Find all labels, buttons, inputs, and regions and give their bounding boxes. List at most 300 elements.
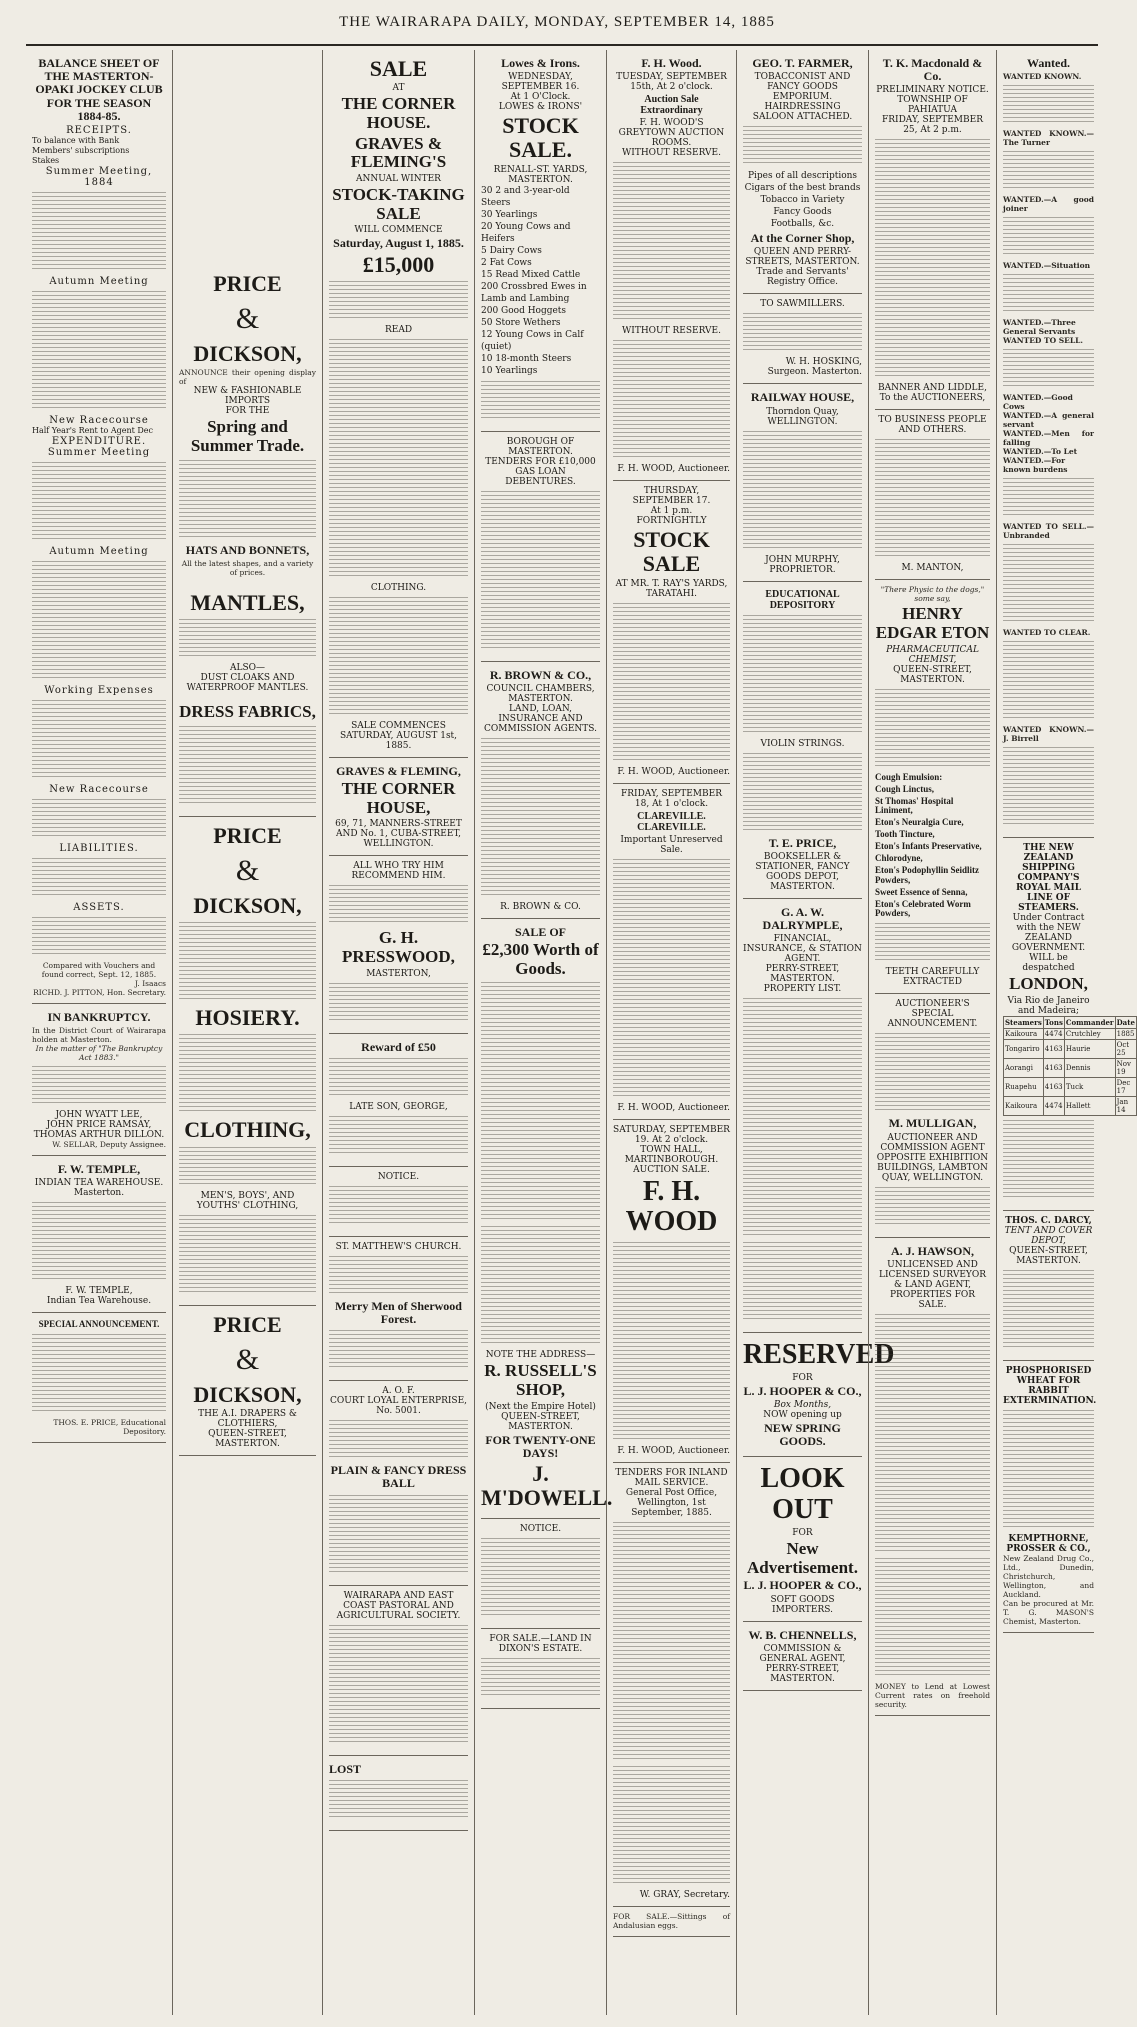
auction-heading: Auction Sale Extraordinary: [640, 94, 703, 117]
bankruptcy-ad: [32, 1004, 166, 1156]
lot-item: 10 18-month Steers: [481, 353, 572, 364]
final-sub: THE A.I. DRAPERS & CLOTHIERS,: [198, 1408, 297, 1429]
read-text: READ: [384, 324, 413, 335]
text-block: [32, 1202, 166, 1282]
for-text: FOR THE: [225, 406, 270, 417]
expend-subhead: Working Expenses: [44, 684, 154, 696]
expend-subhead: Autumn Meeting: [49, 545, 149, 557]
lowes-heading: Lowes & Irons.: [501, 56, 580, 70]
wanted-item: WANTED TO SELL.—Unbranded: [1003, 522, 1094, 541]
table-cell: Hallett: [1064, 1096, 1115, 1115]
text-block: [743, 1242, 862, 1322]
text-block: [481, 738, 600, 898]
murphy-sign: JOHN MURPHY, PROPRIETOR.: [765, 554, 840, 575]
temple-sub: INDIAN TEA WAREHOUSE.: [34, 1178, 164, 1189]
text-block: [329, 1780, 468, 1820]
will-text: WILL be despatched: [1022, 953, 1075, 974]
dickson-heading: DICKSON,: [193, 893, 302, 918]
auction2-text: AUCTION SALE.: [633, 1164, 710, 1175]
text-block: [329, 1186, 468, 1226]
remedy-item: Chlorodyne,: [875, 852, 923, 863]
special-heading: SPECIAL ANNOUNCEMENT.: [38, 1319, 160, 1330]
tent-place: QUEEN-STREET, MASTERTON.: [1009, 1245, 1088, 1266]
date-text: FRIDAY, SEPTEMBER 25, At 2 p.m.: [882, 115, 983, 136]
table-row: [1004, 1058, 1137, 1077]
thurs-text: THURSDAY, SEPTEMBER 17.: [632, 486, 711, 507]
bankrupt-name: JOHN PRICE RAMSAY,: [46, 1120, 152, 1131]
bankruptcy-signed: W. SELLAR, Deputy Assignee.: [52, 1140, 166, 1150]
prelim-text: PRELIMINARY NOTICE.: [876, 85, 989, 96]
mulligan-heading: M. MULLIGAN,: [888, 1116, 977, 1131]
table-cell: Haurie: [1064, 1039, 1115, 1058]
expend-subhead: New Racecourse: [49, 783, 149, 795]
gray-sign: W. GRAY, Secretary.: [639, 1890, 730, 1901]
corner-heading: THE CORNER HOUSE.: [341, 94, 456, 132]
perry-text: PERRY-STREET, MASTERTON.: [765, 964, 840, 985]
notice-heading: NOTICE.: [519, 1524, 562, 1535]
dalrymple-ad: [743, 899, 862, 1333]
shipping-heading: THE NEW ZEALAND SHIPPING COMPANY'S ROYAL MAIL LINE OF STEAMERS.: [1015, 843, 1082, 914]
auctioneer-heading: AUCTIONEER'S SPECIAL ANNOUNCEMENT.: [887, 999, 978, 1030]
via-text: Via Rio de Janeiro and Madeira;: [1007, 995, 1090, 1016]
dickson-heading: DICKSON,: [193, 1381, 302, 1407]
clothing-text: CLOTHING.: [370, 582, 427, 593]
farmer-ad: [743, 50, 862, 294]
expend-subhead: Summer Meeting: [47, 446, 151, 458]
text-block: [32, 291, 166, 411]
mdowell-heading: J. M'DOWELL.: [481, 1461, 613, 1511]
eton-ad: [875, 580, 990, 994]
text-block: [179, 460, 316, 540]
hawson-ad: [875, 1238, 990, 1716]
martinborough-ad: [613, 1120, 730, 1464]
hats-sub: All the latest shapes, and a variety of prices.: [181, 558, 314, 577]
stock-place: RENALL-ST. YARDS, MASTERTON.: [493, 164, 588, 185]
lowes-irons-ad: [481, 50, 600, 432]
corner-place: QUEEN AND PERRY-STREETS, MASTERTON.: [745, 247, 860, 268]
table-cell: 4163: [1043, 1077, 1064, 1096]
now-text: NOW opening up: [763, 1410, 842, 1421]
teeth-text: TEETH CAREFULLY EXTRACTED: [885, 967, 980, 988]
remedy-item: Eton's Infants Preservative,: [875, 841, 982, 852]
mdowell-notice-ad: [481, 1519, 600, 1629]
temple-foot: Indian Tea Warehouse.: [46, 1296, 152, 1307]
edgar-heading: HENRY EDGAR ETON: [875, 604, 990, 643]
text-block: [613, 1242, 730, 1442]
address2-text: 69, 71, MANNERS-STREET AND No. 1, CUBA-STREET, WELLINGTON.: [335, 819, 462, 850]
price-dickson-ad-2: [179, 817, 316, 1306]
text-block: [329, 885, 468, 925]
lot-item: 50 Store Wethers: [481, 317, 561, 328]
table-row: [1004, 1028, 1137, 1039]
hooper-heading: L. J. HOOPER & CO.,: [743, 1383, 862, 1398]
temple-ad: [32, 1156, 166, 1313]
table-row: [1004, 1096, 1137, 1115]
kemp-sub: New Zealand Drug Co., Ltd., Dunedin, Christchurch, Wellington, and Auckland.: [1003, 1553, 1094, 1599]
yards-text: AT MR. T. RAY'S YARDS, TARATAHI.: [615, 578, 728, 599]
corner-heading: At the Corner Shop,: [750, 231, 855, 246]
text-block: [875, 1314, 990, 1554]
tenders-heading: TENDERS FOR £10,000 GAS LOAN DEBENTURES.: [485, 456, 596, 487]
table-header: Tons: [1044, 1017, 1063, 1027]
darcy-ad: [1003, 1211, 1094, 1361]
column-8: [996, 50, 1135, 2015]
temple-sign: F. W. TEMPLE,: [65, 1286, 133, 1297]
table-cell: 4474: [1043, 1096, 1064, 1115]
wanted-item: WANTED.—Three General Servants: [1003, 318, 1076, 337]
text-block: [613, 603, 730, 763]
chennells-ad: [743, 1622, 862, 1691]
text-block: [743, 998, 862, 1238]
queen-text: QUEEN-STREET, MASTERTON.: [501, 1411, 580, 1432]
text-block: [179, 922, 316, 1002]
final-place: QUEEN-STREET, MASTERTON.: [208, 1428, 287, 1449]
text-block: [481, 1226, 600, 1346]
presswood-ad: [329, 856, 468, 1033]
text-block: [875, 1187, 990, 1227]
tk-macdonald-ad: [875, 50, 990, 410]
shipping-ad: [1003, 838, 1135, 1211]
presswood-heading: G. H. PRESSWOOD,: [342, 928, 455, 966]
sign-text: F. H. WOOD, Auctioneer.: [617, 464, 730, 475]
show-heading: WAIRARAPA AND EAST COAST PASTORAL AND AGRICULTURAL SOCIETY.: [336, 1590, 461, 1621]
text-block: [875, 689, 990, 769]
text-block: [1003, 349, 1094, 389]
russell-heading: R. RUSSELL'S SHOP,: [484, 1361, 597, 1399]
manton-sign: M. MANTON,: [901, 563, 964, 574]
firm2-heading: GRAVES & FLEMING,: [336, 763, 461, 778]
recommend-text: ALL WHO TRY HIM RECOMMEND HIM.: [351, 861, 446, 882]
column-2: [172, 50, 322, 2015]
column-4: [474, 50, 613, 2015]
text-block: [32, 1066, 166, 1106]
temple-place: Masterton.: [73, 1188, 125, 1199]
column-1: [26, 50, 172, 2015]
bankrupt-name: JOHN WYATT LEE,: [55, 1110, 143, 1121]
stocktaking-heading: STOCK-TAKING SALE: [332, 184, 465, 223]
sawmill-ad: [743, 294, 862, 384]
remedy-item: Cough Linctus,: [875, 783, 935, 794]
balance-sheet-ad: [32, 50, 166, 1004]
manton-ad: [875, 410, 990, 580]
text-block: [179, 619, 316, 659]
show-ad: [329, 1586, 468, 1756]
lot-item: 200 Crossbred Ewes in Lamb and Lambing: [481, 281, 587, 304]
sign-text: F. H. WOOD, Auctioneer.: [617, 1102, 730, 1113]
column-5: [606, 50, 736, 2015]
aof-ad: [329, 1381, 468, 1585]
text-block: [329, 1330, 468, 1370]
text-block: [32, 561, 166, 681]
commence-text: WILL COMMENCE: [354, 225, 443, 236]
dalrymple-heading: G. A. W. DALRYMPLE,: [762, 904, 843, 932]
clothing-heading: CLOTHING,: [184, 1117, 311, 1143]
table-cell: 1885: [1116, 1029, 1135, 1038]
spring-heading: Spring and Summer Trade.: [190, 417, 305, 456]
graves-fleming-ad: [329, 50, 468, 758]
bankrupt-name: THOMAS ARTHUR DILLON.: [33, 1130, 165, 1141]
clareville-heading: CLAREVILLE. CLAREVILLE.: [637, 810, 706, 833]
wanted-item: WANTED.—For known burdens: [1003, 456, 1068, 475]
table-cell: Aorangi: [1004, 1058, 1044, 1077]
text-block: [613, 162, 730, 322]
bankruptcy-court: In the District Court of Wairarapa holden at Masterton.: [32, 1026, 166, 1045]
graves-fleming-ad-2: [329, 758, 468, 857]
price-dickson-ad-3: [179, 1306, 316, 1456]
remedy-item: Eton's Podophyllin Seidlitz Powders,: [875, 864, 980, 885]
money-text: MONEY to Lend at Lowest Current rates on freehold security.: [875, 1681, 990, 1709]
column-6: [736, 50, 895, 2015]
signer: J. Isaacs: [135, 978, 166, 988]
text-block: [1003, 217, 1094, 257]
hats-heading: HATS AND BONNETS,: [185, 542, 310, 557]
text-block: [1003, 1410, 1094, 1530]
church-ad: [329, 1237, 468, 1381]
receipt-line: Half Year's Rent to Agent Dec: [32, 425, 153, 435]
text-block: [32, 192, 166, 272]
text-block: [613, 859, 730, 1099]
sale-goods-ad: [481, 919, 613, 1520]
land-text: LAND, LOAN, INSURANCE AND COMMISSION AGENTS.: [484, 703, 597, 734]
violin-heading: VIOLIN STRINGS.: [760, 738, 845, 749]
railway-heading: RAILWAY HOUSE,: [750, 390, 855, 405]
signer: RICHD. J. PITTON, Hon. Secretary.: [33, 987, 166, 997]
hosking-sign: W. H. HOSKING, Surgeon. Masterton.: [767, 357, 862, 378]
item-line: Footballs, &c.: [770, 219, 835, 230]
at1-text: At 1 p.m.: [650, 506, 693, 517]
text-block: [329, 1116, 468, 1156]
for-text: FOR: [792, 1372, 813, 1383]
text-block: [32, 917, 166, 957]
rbrown-sign: R. BROWN & CO.: [500, 901, 581, 912]
reserved-heading: RESERVED: [743, 1339, 895, 1371]
sat-text: SATURDAY, SEPTEMBER 19. At 2 o'clock.: [613, 1124, 730, 1145]
clareville-ad: [613, 784, 730, 1120]
price-heading: T. E. PRICE,: [768, 835, 837, 850]
text-block: [613, 340, 730, 460]
table-cell: Tuck: [1064, 1077, 1115, 1096]
wanted-item: WANTED.—Situation: [1003, 261, 1091, 271]
chennells-sub: COMMISSION & GENERAL AGENT,: [759, 1643, 846, 1664]
sign-text: F. H. WOOD, Auctioneer.: [617, 1446, 730, 1457]
text-block: [1003, 151, 1094, 191]
railway-sub: Thorndon Quay, WELLINGTON.: [766, 406, 839, 427]
fortnightly-ad: [613, 481, 730, 783]
table-row: [1004, 1077, 1137, 1096]
without-text: WITHOUT RESERVE.: [622, 148, 721, 159]
reward-heading: Reward of £50: [361, 1039, 436, 1054]
text-block: [1003, 1270, 1094, 1350]
text-block: [329, 339, 468, 579]
wanted-heading: Wanted.: [1026, 56, 1070, 70]
eggs-ad: [613, 1907, 730, 1937]
text-block: [32, 858, 166, 898]
lot-item: 2 Fat Cows: [481, 257, 532, 268]
bankruptcy-heading: IN BANKRUPTCY.: [47, 1009, 151, 1024]
notice-heading: NOTICE.: [377, 1171, 420, 1182]
table-header: Steamers: [1005, 1017, 1042, 1027]
sale-date: Saturday, August 1, 1885.: [333, 236, 464, 251]
property-heading: PROPERTY LIST.: [763, 984, 842, 995]
text-block: [481, 1538, 600, 1618]
table-cell: Jan 14: [1115, 1096, 1136, 1115]
borough-ad: [481, 432, 600, 662]
shipping-table: [1003, 1016, 1137, 1116]
table-header-row: [1004, 1016, 1137, 1028]
ball-heading: PLAIN & FANCY DRESS BALL: [330, 1463, 467, 1491]
townhall-text: TOWN HALL, MARTINBOROUGH.: [624, 1144, 719, 1165]
wanted-item: WANTED.—A good joiner: [1003, 195, 1094, 214]
receipts-heading: RECEIPTS.: [66, 124, 132, 136]
text-block: [1003, 641, 1094, 721]
bankruptcy-matter: In the matter of "The Bankruptcy Act 1883.": [35, 1044, 163, 1063]
wanted-item: WANTED.—A general servant: [1003, 411, 1094, 430]
tues-text: TUESDAY, SEPTEMBER 15th, At 2 o'clock.: [616, 72, 727, 93]
george-text: LATE SON, GEORGE,: [349, 1101, 448, 1112]
for2-text: FOR: [792, 1528, 813, 1539]
sawmill-heading: TO SAWMILLERS.: [760, 299, 845, 310]
text-block: [329, 1625, 468, 1745]
table-cell: Ruapehu: [1004, 1077, 1044, 1096]
table-cell: Kaikoura: [1004, 1028, 1044, 1039]
text-block: [329, 1058, 468, 1098]
wanted-item: WANTED KNOWN.—The Turner: [1003, 129, 1094, 148]
text-block: [743, 753, 862, 833]
fh-wood-ad: [613, 50, 730, 481]
lot-item: 12 Young Cows in Calf (quiet): [481, 329, 584, 352]
text-block: [613, 1522, 730, 1762]
aof-heading: A. O. F.: [382, 1386, 415, 1397]
column-7: [868, 50, 996, 2015]
table-cell: Dennis: [1064, 1058, 1115, 1077]
price-sub: BOOKSELLER & STATIONER, FANCY GOODS DEPOT, MASTERTON.: [755, 851, 850, 892]
text-block: [179, 1147, 316, 1187]
box-text: Box Months,: [773, 1400, 832, 1411]
at-text: AT: [392, 83, 405, 94]
wanted-item: WANTED TO SELL.: [1003, 336, 1084, 346]
lost-heading: LOST: [329, 1761, 362, 1776]
newadv-heading: New Advertisement.: [747, 1539, 858, 1577]
receipt-line: Stakes: [32, 155, 60, 165]
mulligan-ad: [875, 994, 990, 1237]
remedy-item: St Thomas' Hospital Liniment,: [875, 795, 954, 816]
hooper2-heading: L. J. HOOPER & CO.,: [743, 1578, 862, 1593]
firm-heading: GRAVES & FLEMING'S: [350, 133, 447, 172]
commences-text: SALE COMMENCES SATURDAY, AUGUST 1st, 1885.: [339, 720, 458, 751]
wanted-item: WANTED.—Good Cows: [1003, 393, 1073, 412]
kemp-heading: KEMPTHORNE, PROSSER & CO.,: [1006, 1533, 1091, 1554]
text-block: [1003, 274, 1094, 314]
spring-heading: NEW SPRING GOODS.: [764, 1421, 841, 1449]
phos-heading: PHOSPHORISED WHEAT FOR RABBIT EXTERMINATION.: [1003, 1365, 1097, 1406]
sign-text: F. H. WOOD, Auctioneer.: [617, 766, 730, 777]
forsale-text: FOR SALE.—Sittings of Andalusian eggs.: [613, 1912, 730, 1931]
text-block: [875, 1558, 990, 1678]
balance-sheet-title: BALANCE SHEET OF THE MASTERTON-OPAKI JOCKEY CLUB FOR THE SEASON 1884-85.: [35, 56, 163, 123]
soft-text: SOFT GOODS IMPORTERS.: [770, 1594, 835, 1615]
table-header: Commander: [1065, 1017, 1114, 1027]
text-block: [32, 462, 166, 542]
announce-text: ANNOUNCE their opening display of: [179, 368, 316, 387]
item-line: Fancy Goods: [773, 207, 832, 218]
compared-note: Compared with Vouchers and found correct, Sept. 12, 1885.: [41, 960, 157, 979]
receipt-subhead: New Racecourse: [49, 414, 149, 426]
price-heading: PRICE: [213, 1311, 282, 1337]
novelties-text: NEW & FASHIONABLE IMPORTS: [193, 386, 302, 407]
text-block: [875, 139, 990, 379]
concert-heading: Merry Men of Sherwood Forest.: [335, 1298, 462, 1326]
sale-of-heading: SALE OF: [514, 924, 566, 939]
pahiatua-text: TOWNSHIP OF PAHIATUA: [897, 95, 968, 116]
lost-ad: [329, 1756, 468, 1831]
text-block: [743, 431, 862, 551]
table-cell: Oct 25: [1115, 1039, 1136, 1058]
receipt-subhead: Autumn Meeting: [49, 275, 149, 287]
text-block: [1003, 478, 1094, 518]
tobac-text: TOBACCONIST AND FANCY GOODS EMPORIUM.: [754, 72, 851, 103]
edgar-sub: PHARMACEUTICAL CHEMIST,: [886, 644, 979, 665]
trade-text: Trade and Servants' Registry Office.: [756, 267, 849, 288]
clothing-sub: MEN'S, BOYS', AND YOUTHS' CLOTHING,: [196, 1190, 299, 1211]
special-ad: [32, 1313, 166, 1443]
lot-item: 200 Good Hoggets: [481, 305, 567, 316]
text-block: [743, 615, 862, 735]
hair-text: HAIRDRESSING SALOON ATTACHED.: [752, 102, 853, 123]
masthead-rule: [26, 44, 1098, 46]
lot-item: 15 Read Mixed Cattle: [481, 269, 581, 280]
expenditure-heading: EXPENDITURE.: [51, 435, 147, 447]
text-block: [329, 1420, 468, 1460]
tk-heading: T. K. Macdonald & Co.: [882, 56, 983, 84]
fhbig-heading: F. H. WOOD: [625, 1175, 718, 1238]
text-block: [32, 700, 166, 780]
text-block: [743, 313, 862, 353]
ampersand: &: [235, 854, 260, 887]
lot-item: 5 Dairy Cows: [481, 245, 542, 256]
fh-heading: F. H. Wood.: [641, 56, 702, 70]
text-block: [329, 1256, 468, 1296]
hawson-heading: A. J. HAWSON,: [890, 1243, 974, 1258]
masthead: THE WAIRARAPA DAILY, MONDAY, SEPTEMBER 14, 1885: [339, 14, 775, 30]
table-cell: 4474: [1044, 1029, 1063, 1038]
rbrown-sub: COUNCIL CHAMBERS, MASTERTON.: [486, 683, 595, 704]
lot-item: 20 Young Cows and Heifers: [481, 221, 571, 244]
friday-text: FRIDAY, SEPTEMBER 18, At 1 o'clock.: [621, 788, 722, 809]
chennells-place: PERRY-STREET, MASTERTON.: [765, 1663, 840, 1684]
wed-text: WEDNESDAY, SEPTEMBER 16.: [501, 72, 580, 93]
table-cell: Tongariro: [1004, 1039, 1044, 1058]
receipt-line: Members' subscriptions: [32, 145, 130, 155]
table-cell: Crutchley: [1064, 1028, 1115, 1039]
text-block: [1003, 85, 1094, 125]
wanted-ad: [1003, 50, 1094, 838]
price-heading: PRICE: [213, 822, 282, 848]
hosiery-heading: HOSIERY.: [195, 1005, 300, 1031]
lowes2-text: LOWES & IRONS': [498, 102, 583, 113]
lookout-heading: LOOK OUT: [760, 1463, 845, 1526]
important-text: Important Unreserved Sale.: [620, 834, 723, 855]
church-heading: ST. MATTHEW'S CHURCH.: [335, 1241, 462, 1252]
remedy-item: Tooth Tincture,: [875, 829, 935, 840]
wanted-item: WANTED KNOWN.—J. Birrell: [1003, 725, 1094, 744]
ampersand: &: [235, 302, 260, 336]
text-block: [179, 1215, 316, 1295]
table-cell: Nov 19: [1115, 1058, 1136, 1077]
amount-heading: £15,000: [362, 251, 435, 277]
receipt-line: To balance with Bank: [32, 135, 120, 145]
mulligan-place: OPPOSITE EXHIBITION BUILDINGS, LAMBTON QUAY, WELLINGTON.: [876, 1152, 989, 1183]
price-dickson-ad: [179, 50, 316, 817]
